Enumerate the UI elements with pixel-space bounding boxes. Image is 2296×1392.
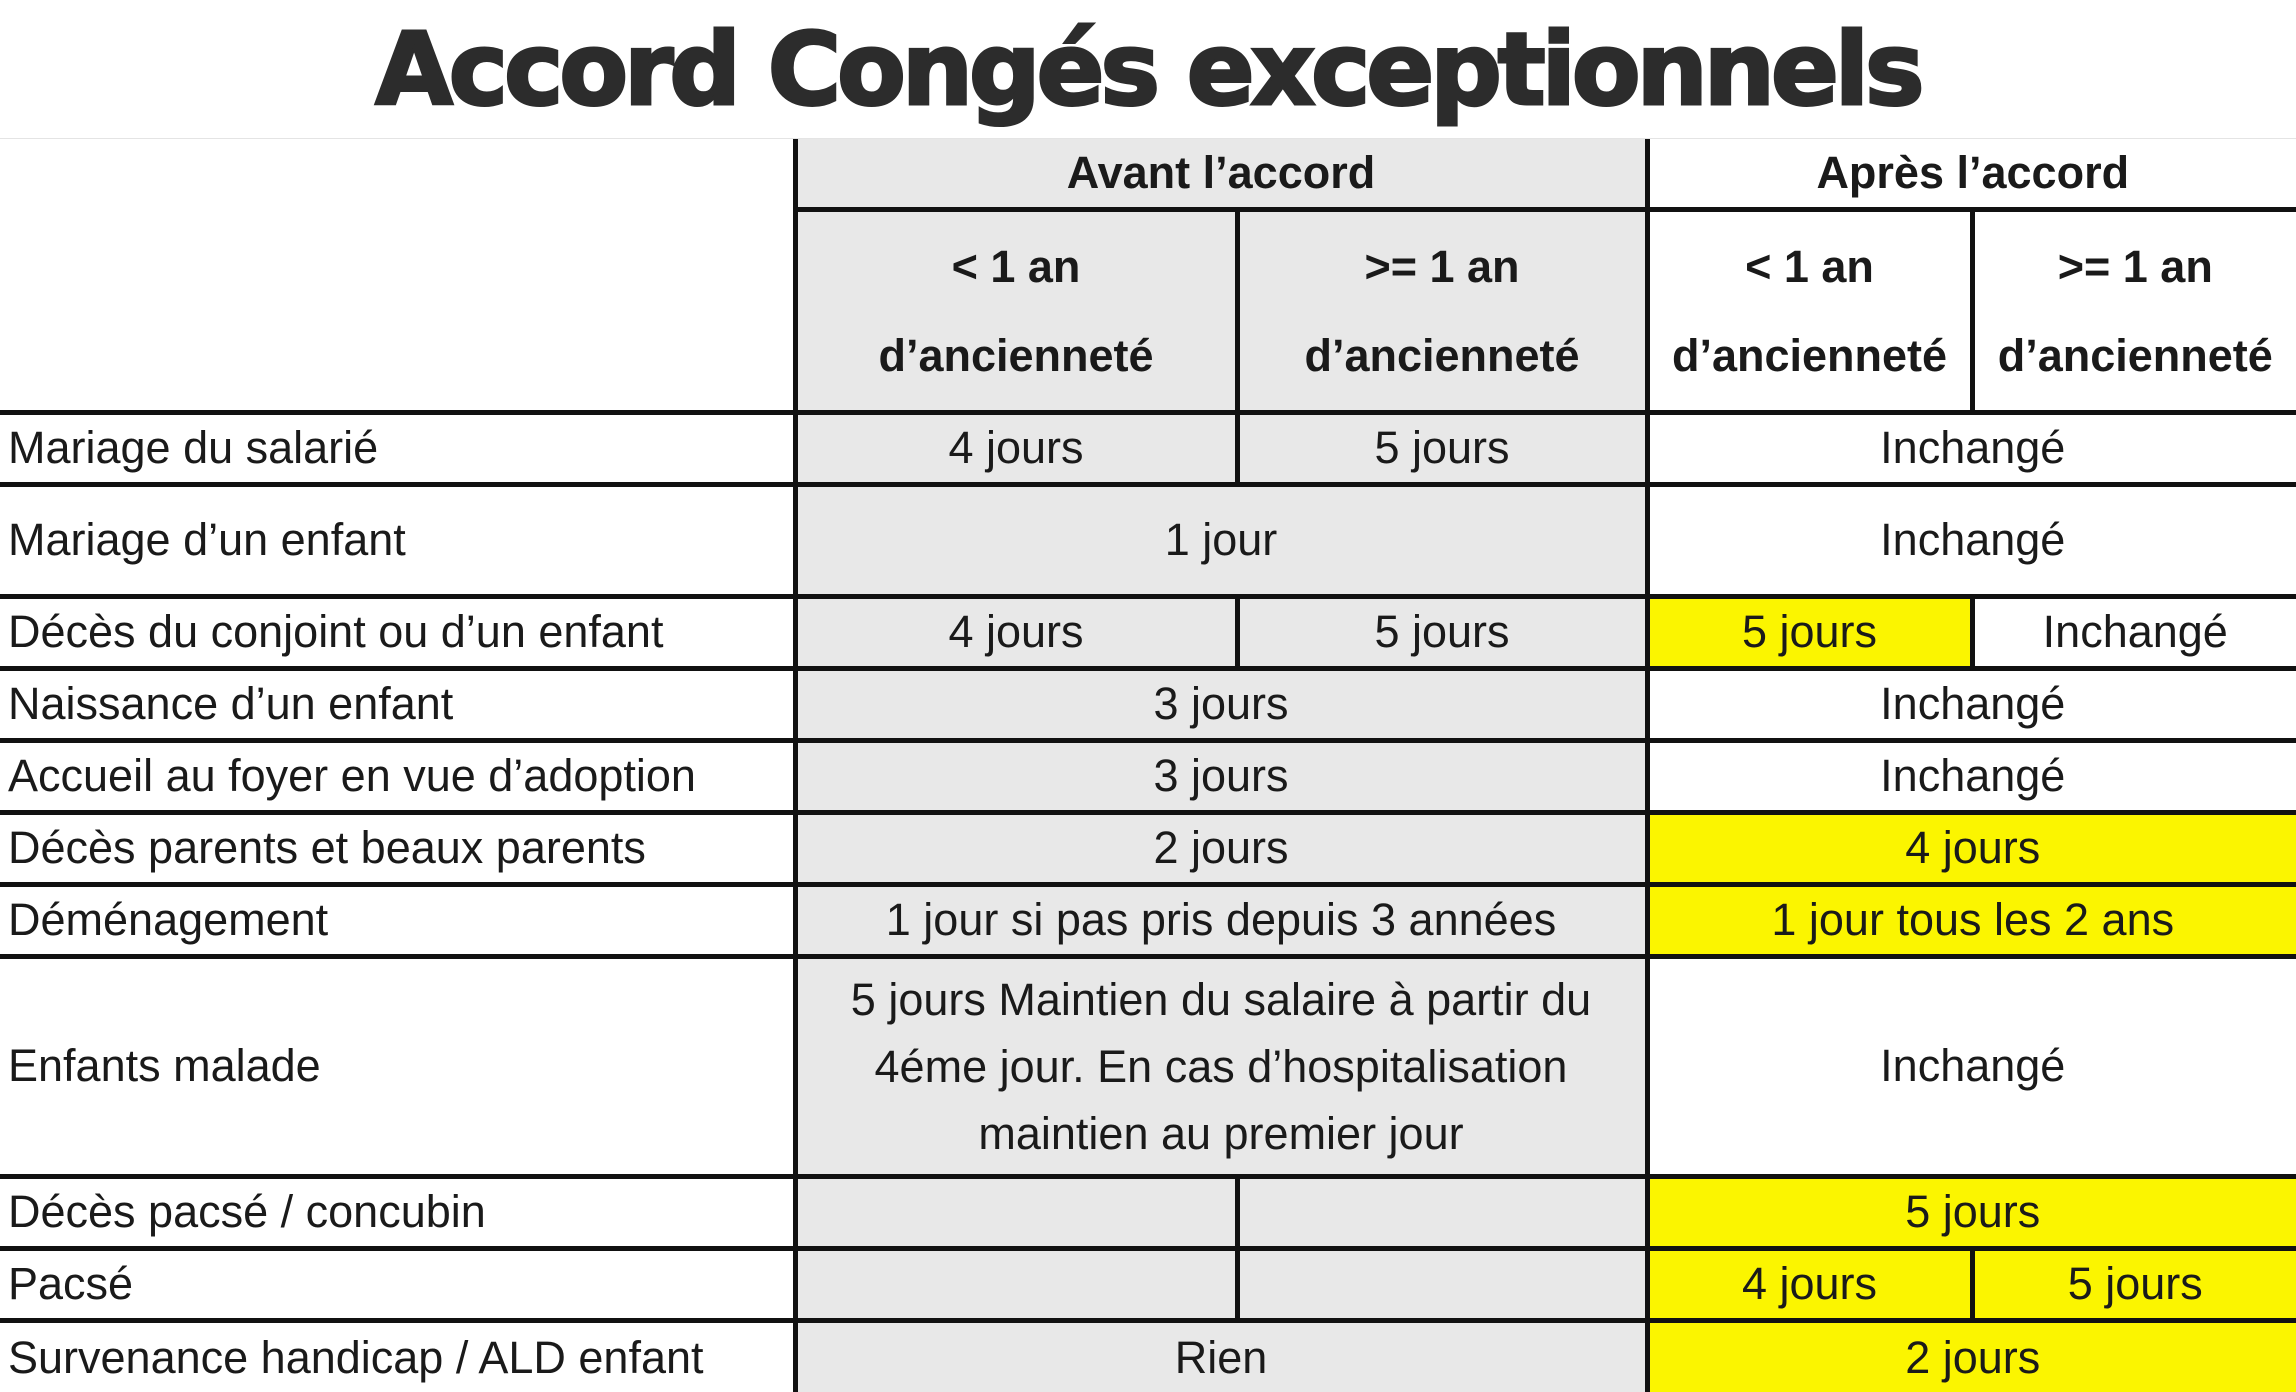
- row-label: Décès parents et beaux parents: [0, 812, 795, 884]
- cell-apres: 4 jours: [1647, 812, 2296, 884]
- cell-apres: Inchangé: [1647, 668, 2296, 740]
- table-row: [0, 412, 2296, 484]
- table-row: [0, 668, 2296, 740]
- cell-avant: Rien: [795, 1320, 1647, 1392]
- table-row: [0, 1320, 2296, 1392]
- table-row: [0, 484, 2296, 596]
- row-label: Décès pacsé / concubin: [0, 1176, 795, 1248]
- cell-apres: Inchangé: [1647, 412, 2296, 484]
- cell-avant-ge: 5 jours: [1237, 412, 1647, 484]
- row-label: Déménagement: [0, 884, 795, 956]
- header-avant: Avant l’accord: [795, 139, 1647, 209]
- conges-table: [0, 139, 2296, 1392]
- cell-apres: 5 jours: [1647, 1176, 2296, 1248]
- header-apres-ge-anciennete: d’ancienneté: [1997, 329, 2273, 381]
- cell-avant-ge: 5 jours: [1237, 596, 1647, 668]
- table-row: [0, 740, 2296, 812]
- row-label: Mariage d’un enfant: [0, 484, 795, 596]
- header-corner: [0, 139, 795, 412]
- cell-avant-lt: [795, 1176, 1237, 1248]
- cell-apres: 1 jour tous les 2 ans: [1647, 884, 2296, 956]
- header-apres-lt-label: < 1 an: [1745, 240, 1874, 292]
- table-row: [0, 956, 2296, 1176]
- header-avant-ge-anciennete: d’ancienneté: [1304, 329, 1580, 381]
- cell-avant-lt: 4 jours: [795, 596, 1237, 668]
- page-title: Accord Congés exceptionnels: [375, 10, 1921, 128]
- row-label: Naissance d’un enfant: [0, 668, 795, 740]
- row-label: Survenance handicap / ALD enfant: [0, 1320, 795, 1392]
- cell-avant: 1 jour: [795, 484, 1647, 596]
- table-row: [0, 1176, 2296, 1248]
- cell-avant: 3 jours: [795, 668, 1647, 740]
- header-avant-lt-anciennete: d’ancienneté: [878, 329, 1154, 381]
- table-row: [0, 1248, 2296, 1320]
- header-avant-ge-1an: [1237, 209, 1647, 412]
- cell-avant: 1 jour si pas pris depuis 3 années: [795, 884, 1647, 956]
- cell-apres: Inchangé: [1647, 740, 2296, 812]
- cell-avant: 3 jours: [795, 740, 1647, 812]
- cell-avant: 2 jours: [795, 812, 1647, 884]
- header-row-period: [0, 139, 2296, 209]
- header-apres-ge-label: >= 1 an: [2057, 240, 2213, 292]
- table-row: [0, 596, 2296, 668]
- cell-avant: 5 jours Maintien du salaire à partir du 4éme jour. En cas d’hospitalisation maintien au premier jour: [795, 956, 1647, 1176]
- cell-apres-ge: Inchangé: [1972, 596, 2296, 668]
- cell-avant-lt: [795, 1248, 1237, 1320]
- cell-apres: 2 jours: [1647, 1320, 2296, 1392]
- cell-apres: Inchangé: [1647, 484, 2296, 596]
- header-avant-lt-1an: [795, 209, 1237, 412]
- table-row: [0, 884, 2296, 956]
- header-apres-lt-1an: [1647, 209, 1972, 412]
- row-label: Mariage du salarié: [0, 412, 795, 484]
- header-apres-lt-anciennete: d’ancienneté: [1671, 329, 1948, 381]
- row-label: Enfants malade: [0, 956, 795, 1176]
- table-row: [0, 812, 2296, 884]
- row-label: Accueil au foyer en vue d’adoption: [0, 740, 795, 812]
- row-label: Décès du conjoint ou d’un enfant: [0, 596, 795, 668]
- cell-apres-ge: 5 jours: [1972, 1248, 2296, 1320]
- cell-avant-lt: 4 jours: [795, 412, 1237, 484]
- header-apres: Après l’accord: [1647, 139, 2296, 209]
- cell-avant-ge: [1237, 1248, 1647, 1320]
- row-label: Pacsé: [0, 1248, 795, 1320]
- cell-apres-lt: 4 jours: [1647, 1248, 1972, 1320]
- header-avant-ge-label: >= 1 an: [1364, 240, 1520, 292]
- cell-apres-lt: 5 jours: [1647, 596, 1972, 668]
- cell-apres: Inchangé: [1647, 956, 2296, 1176]
- header-apres-ge-1an: [1972, 209, 2296, 412]
- header-avant-lt-label: < 1 an: [951, 240, 1081, 292]
- cell-avant-ge: [1237, 1176, 1647, 1248]
